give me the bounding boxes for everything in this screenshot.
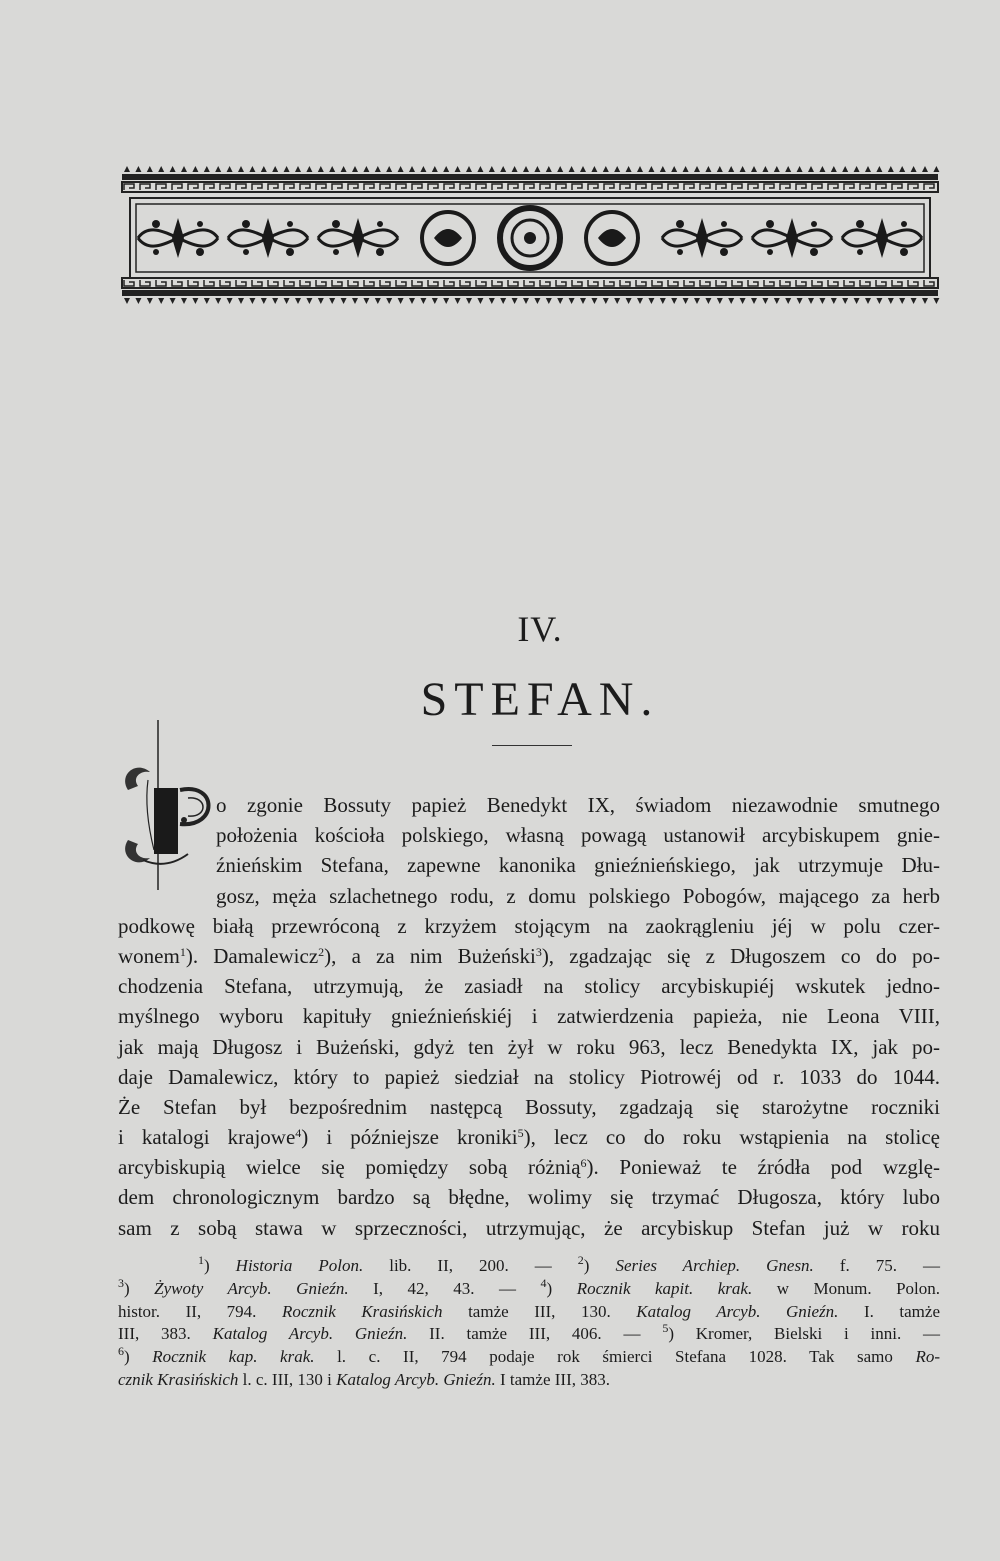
citation: Rocznik kapit. krak. xyxy=(576,1278,753,1298)
arabesque-vine-panel xyxy=(138,208,922,268)
text-line xyxy=(118,941,940,971)
footnote-line: $^3$) Żywoty Arcyb. Gnieźn. I, 42, 43. — $^4$) Rocznik kapit. krak. w Monum. Polon. xyxy=(118,1275,940,1298)
citation-detail: ) Kromer, Bielski i inni. — xyxy=(668,1324,941,1344)
citation-detail: w Monum. Polon. xyxy=(752,1278,940,1298)
greek-key-border-top xyxy=(124,184,934,190)
text-line: Że Stefan był bezpośrednim następcą Bossuty, zgadzają się starożytne roczniki xyxy=(118,1094,940,1119)
footnote-ref: 5 xyxy=(517,1126,524,1141)
decorative-header-band xyxy=(118,160,942,310)
body-text xyxy=(118,790,940,1243)
text-line: sam z sobą stawa w sprzeczności, utrzymując, że arcybiskup Stefan już w roku xyxy=(118,1215,940,1240)
citation-detail: I. tamże xyxy=(838,1301,940,1321)
footnote-line xyxy=(118,1323,940,1346)
text-line: położenia kościoła polskiego, własną powagą ustanowił arcybiskupem gnie- xyxy=(216,823,940,848)
text-segment: wonem xyxy=(118,943,180,968)
citation: Katalog Arcyb. Gnieźn. xyxy=(212,1324,408,1344)
citation: Katalog Arcyb. Gnieźn. xyxy=(336,1369,496,1389)
footnote-line: $^1$) Historia Polon. lib. II, 200. — $^2$) Series Archiep. Gnesn. f. 75. — xyxy=(198,1253,940,1275)
text-line: jak mają Długosz i Bużeński, gdyż ten żył w roku 963, lecz Benedykta IX, jak po- xyxy=(118,1034,940,1059)
text-line: o zgonie Bossuty papież Benedykt IX, świadom niezawodnie smutnego xyxy=(216,793,940,817)
citation: Rocznik Krasińskich xyxy=(281,1301,443,1321)
footnote-line xyxy=(118,1369,940,1392)
text-line: chodzenia Stefana, utrzymują, że zasiadł na stolicy arcybiskupiéj wskutek jedno- xyxy=(118,974,940,999)
text-segment: i katalogi krajowe xyxy=(118,1125,296,1150)
citation: Rocznik kap. krak. xyxy=(152,1347,315,1367)
citation-detail: III, 383. xyxy=(118,1324,213,1344)
citation: cznik Krasińskich xyxy=(118,1369,239,1389)
footnote-ref: 2 xyxy=(318,944,325,959)
text-segment: ). Damalewicz xyxy=(185,943,319,968)
title-divider xyxy=(492,745,572,746)
chapter-number: IV. xyxy=(517,609,563,649)
text-line: podkowę białą przewróconą z krzyżem stojącym na zaokrągleniu jéj w polu czer- xyxy=(118,913,940,938)
citation-detail: I, 42, 43. — xyxy=(348,1278,541,1298)
text-segment: ) i późniejsze kroniki xyxy=(301,1125,518,1150)
footnote-ref: 3 xyxy=(535,944,542,959)
text-line: daje Damalewicz, który to papież siedział na stolicy Piotrowéj od r. 1033 do 1044. xyxy=(118,1064,940,1089)
text-segment: ), zgadzając się z Długoszem co do po- xyxy=(541,943,940,968)
footnote-ref: 1 xyxy=(179,944,186,959)
footnote-line xyxy=(118,1346,940,1369)
citation-detail: l. c. III, 130 i xyxy=(238,1369,337,1389)
text-line xyxy=(118,1152,940,1182)
citation-detail: II. tamże III, 406. — xyxy=(407,1324,663,1344)
text-segment: arcybiskupią wielce się pomiędzy sobą różnią xyxy=(118,1155,581,1180)
text-segment: ), a za nim Bużeński xyxy=(324,943,536,968)
citation: Żywoty Arcyb. Gnieźn. xyxy=(154,1278,349,1298)
citation-detail: tamże III, 130. xyxy=(442,1301,637,1321)
citation-detail: ) xyxy=(124,1347,153,1367)
footnote-mark: 3 xyxy=(118,1275,124,1290)
citation-detail: histor. II, 794. xyxy=(118,1301,282,1321)
text-line: dem chronologicznym bardzo są błędne, wolimy się trzymać Długosza, który lubo xyxy=(118,1185,940,1210)
footnotes xyxy=(118,1255,940,1392)
citation: Ro- xyxy=(915,1347,940,1367)
text-line: gosz, męża szlachetnego rodu, z domu polskiego Pobogów, mającego za herb xyxy=(216,883,940,908)
footnote-ref: 4 xyxy=(295,1126,302,1141)
text-line: myślnego wyboru kapituły gnieźnieńskiéj i zatwierdzenia papieża, nie Leona VIII, xyxy=(118,1004,940,1029)
fleuron-border-bottom xyxy=(124,298,939,304)
footnote-mark: 1 xyxy=(198,1253,204,1267)
citation-detail: I tamże III, 383. xyxy=(495,1369,610,1389)
greek-key-border-bottom xyxy=(124,280,934,286)
text-segment: ). Ponieważ te źródła pod wzglę- xyxy=(586,1155,940,1180)
citation-detail: l. c. II, 794 podaje rok śmierci Stefana 1028. Tak samo xyxy=(314,1347,916,1367)
citation: Series Archiep. Gnesn. xyxy=(615,1256,814,1275)
footnote-ref: 6 xyxy=(580,1156,587,1171)
footnote-mark: 6 xyxy=(118,1344,124,1359)
text-line: źnieńskim Stefana, zapewne kanonika gnieźnieńskiego, jak utrzymuje Dłu- xyxy=(216,853,940,878)
citation: Katalog Arcyb. Gnieźn. xyxy=(636,1301,839,1321)
text-line xyxy=(118,1122,940,1152)
chapter-title: STEFAN. xyxy=(420,673,660,726)
footnote-line xyxy=(118,1301,940,1324)
text-segment: ), lecz co do roku wstąpienia na stolicę xyxy=(523,1125,940,1150)
footnote-mark: 5 xyxy=(662,1321,669,1336)
footnote-mark: 2 xyxy=(577,1253,584,1267)
footnote-mark: 4 xyxy=(540,1275,547,1290)
citation-detail: f. 75. — xyxy=(813,1256,940,1275)
citation-detail: lib. II, 200. — xyxy=(363,1256,578,1275)
citation: Historia Polon. xyxy=(235,1256,364,1275)
fleuron-border-top xyxy=(124,166,939,172)
